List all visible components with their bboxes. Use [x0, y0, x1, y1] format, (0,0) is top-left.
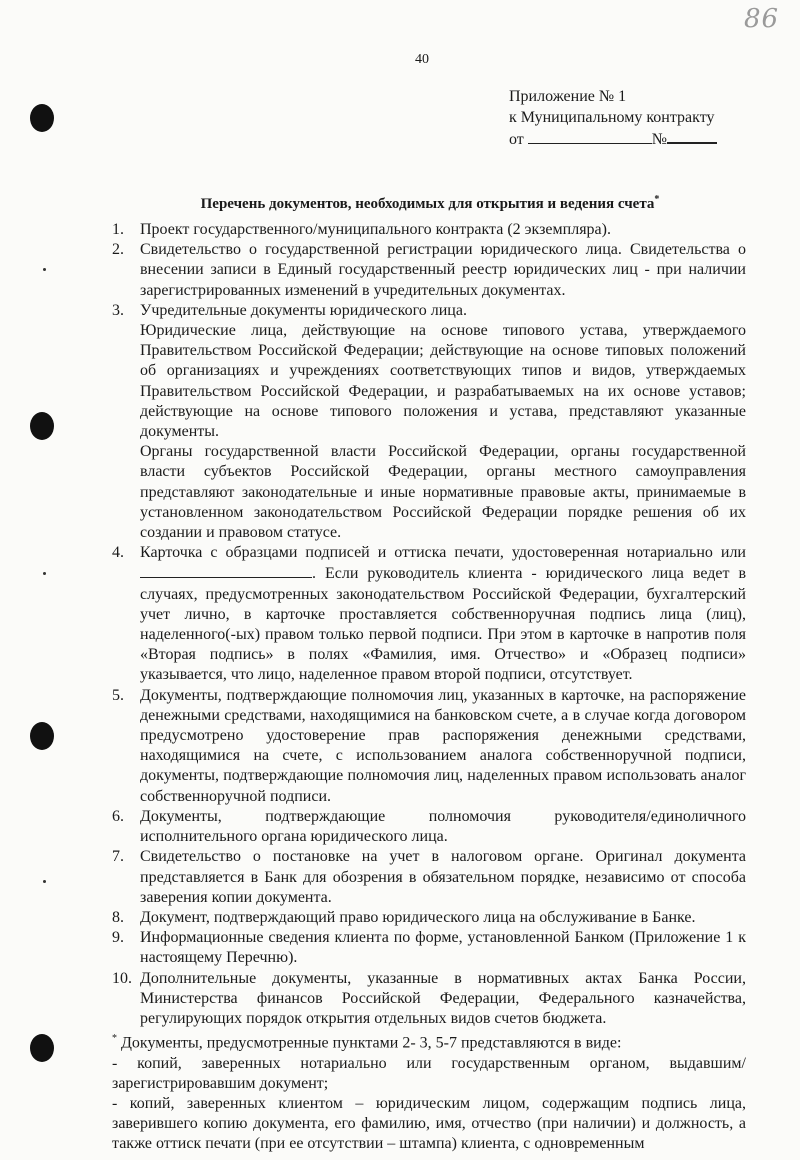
- item-number: 5.: [112, 686, 124, 704]
- appendix-contract-line: к Муниципальному контракту: [509, 109, 715, 126]
- list-item: [112, 240, 746, 301]
- list-item: [112, 807, 746, 847]
- title-footnote-mark: *: [654, 194, 660, 205]
- item-text: [140, 543, 746, 685]
- list-item: [112, 847, 746, 908]
- footnote-bullet: - копий, заверенных нотариально или государственным органом, выдавшим/зарегистрировавшим документ;: [112, 1054, 746, 1092]
- item-text: Свидетельство о государственной регистрации юридического лица. Свидетельства о внесении записи в Единый государственный реестр юридических лиц - при наличии зарегистрированных изменений в учредительных документах.: [140, 241, 746, 299]
- item-number: 3.: [112, 301, 124, 319]
- item-text: Свидетельство о постановке на учет в налоговом органе. Оригинал документа представляется в Банк для обозрения в обязательном порядке, независимо от способа заверения копии документа.: [140, 848, 746, 906]
- footnote: [112, 1029, 746, 1155]
- list-item: [112, 543, 746, 685]
- footnote-intro: [112, 1029, 746, 1054]
- punch-hole: [30, 412, 54, 440]
- punch-hole: [30, 722, 54, 750]
- item-text: Учредительные документы юридического лица.: [140, 301, 467, 319]
- punch-hole: [30, 104, 54, 132]
- list-item: [112, 686, 746, 807]
- item-number: 6.: [112, 807, 124, 825]
- item-text: Информационные сведения клиента по форме, установленной Банком (Приложение 1 к настоящему Перечню).: [140, 929, 746, 967]
- list-item: [112, 928, 746, 968]
- from-label: от: [509, 131, 524, 148]
- handwritten-sheet-number: 86: [744, 4, 780, 34]
- scan-speck: [43, 880, 46, 883]
- punch-hole: [30, 1034, 54, 1062]
- footnote-intro-text: Документы, предусмотренные пунктами 2- 3, 5-7 представляются в виде:: [121, 1034, 622, 1052]
- scan-speck: [43, 268, 46, 271]
- item-number: 2.: [112, 241, 124, 259]
- page-number: 40: [415, 52, 429, 67]
- item-number: 8.: [112, 908, 124, 926]
- appendix-date-number-line: [509, 128, 717, 150]
- appendix-header: [509, 86, 717, 150]
- list-item: [112, 220, 746, 240]
- number-label: №: [651, 131, 668, 148]
- item-text: Документы, подтверждающие полномочия руководителя/единоличного исполнительного органа юридического лица.: [140, 807, 746, 846]
- number-blank: [667, 128, 717, 144]
- footnote-bullet: - копий, заверенных клиентом – юридическим лицом, содержащим подпись лица, заверившего копию документа, его фамилию, имя, отчество (при наличии) и должность, а также оттиск печати (при ее отсутствии – штампа) клиента, с одновременным: [112, 1095, 746, 1153]
- item-text: Органы государственной власти Российской Федерации, органы государственной власти субъектов Российской Федерации, органы местного самоуправления представляют законодательные и иные нормативные правовые акты, принимаемые в установленном законодательством Российской Федерации порядке решения об их создании и правовом статусе.: [140, 443, 746, 542]
- list-item: [112, 969, 746, 1030]
- item-text: Документы, подтверждающие полномочия лиц, указанных в карточке, на распоряжение денежными средствами, находящимися на банковском счете, а в случае когда договором предусмотрено удостоверение прав распоряжения денежными средствами, находящимися на счете, с использованием аналога собственноручной подписи, документы, подтверждающие полномочия лиц, наделенных правом использовать аналог собственноручной подписи.: [140, 686, 746, 805]
- scan-speck: [43, 572, 46, 575]
- documents-list: [112, 220, 746, 1155]
- item-number: 9.: [112, 929, 124, 947]
- item-number: 4.: [112, 544, 124, 562]
- document-title-text: Перечень документов, необходимых для открытия и ведения счета: [200, 196, 655, 212]
- item-text: Проект государственного/муниципального контракта (2 экземпляра).: [140, 221, 611, 238]
- list-item: [112, 908, 746, 928]
- item-number: 7.: [112, 848, 124, 866]
- item-number: 10.: [112, 969, 132, 987]
- item-text: Дополнительные документы, указанные в нормативных актах Банка России, Министерства финансов Российской Федерации, Федерального казначейства, регулирующих порядок открытия отдельных видов счетов бюджета.: [140, 969, 746, 1027]
- item-text: Юридические лица, действующие на основе типового устава, утверждаемого Правительством Российской Федерации; действующие на основе типовых положений об организациях и учреждениях соответствующих типов и видов, утверждаемых Правительством Российской Федерации, и разрабатываемых на их основе уставов; действующие на основе типового положения и устава, представляют указанные документы.: [140, 322, 746, 441]
- footnote-mark: *: [112, 1033, 117, 1045]
- item-number: 1.: [112, 221, 124, 238]
- document-title: [0, 194, 800, 213]
- fill-in-blank: [140, 563, 312, 578]
- list-item: [112, 301, 746, 543]
- item-text-part: . Если руководитель клиента - юридического лица ведет в случаях, предусмотренных законодательством Российской Федерации, бухгалтерский учет лично, в карточке проставляется собственноручная подпись лица (лиц), наделенного(-ых) правом только первой подписи. При этом в карточке в напротив поля «Вторая подпись» в полях «Фамилия, имя. Отчество» и «Образец подписи» указывается, что лицо, наделенное правом второй подписи, отсутствует.: [140, 565, 746, 684]
- item-text: Документ, подтверждающий право юридического лица на обслуживание в Банке.: [140, 908, 696, 926]
- appendix-title: Приложение № 1: [509, 88, 627, 105]
- item-text-part: Карточка с образцами подписей и оттиска печати, удостоверенная нотариально или: [140, 544, 746, 562]
- date-blank: [528, 129, 652, 144]
